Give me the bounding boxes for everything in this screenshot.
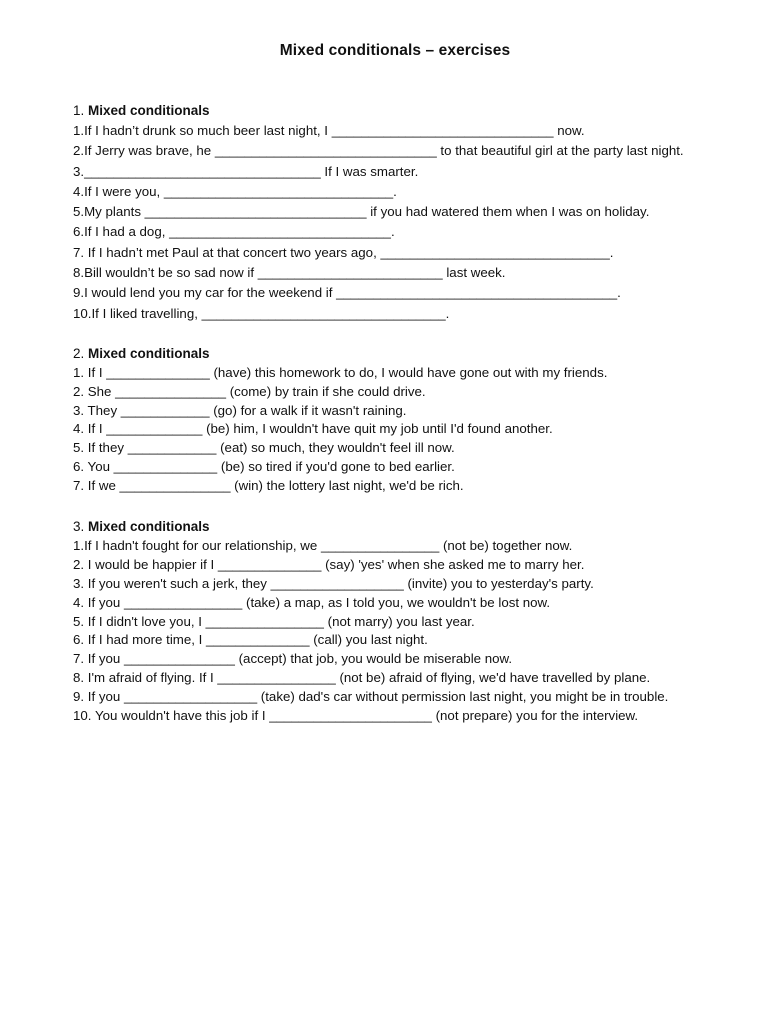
section-number: 3. xyxy=(73,519,85,534)
exercise-line: 9.I would lend you my car for the weekend if ______________________________________. xyxy=(73,285,621,301)
section-number: 1. xyxy=(73,103,85,118)
exercise-line: 6.If I had a dog, ______________________________. xyxy=(73,224,395,240)
exercise-line: 8. I'm afraid of flying. If I ________________ (not be) afraid of flying, we'd have travelled by plane. xyxy=(73,670,651,686)
section-heading xyxy=(73,517,753,537)
exercise-section-2 xyxy=(73,344,753,496)
exercise-line: 10.If I liked travelling, _________________________________. xyxy=(73,305,450,321)
exercise-line: 5.My plants ______________________________ if you had watered them when I was on holiday. xyxy=(73,204,650,220)
exercise-line: 1. If I ______________ (have) this homework to do, I would have gone out with my friends. xyxy=(73,365,608,380)
exercise-line: 7. If we _______________ (win) the lottery last night, we'd be rich. xyxy=(73,477,464,493)
exercise-line: 4.If I were you, _______________________________. xyxy=(73,183,397,199)
exercise-line: 2. I would be happier if I ______________ (say) 'yes' when she asked me to marry her. xyxy=(73,556,585,572)
section-title: Mixed conditionals xyxy=(88,103,210,118)
exercise-line: 10. You wouldn't have this job if I ______________________ (not prepare) you for the interview. xyxy=(73,708,639,724)
exercise-line: 9. If you __________________ (take) dad's car without permission last night, you might be in trouble. xyxy=(73,689,669,705)
page-title: Mixed conditionals – exercises xyxy=(279,42,511,59)
exercise-section-3 xyxy=(73,517,753,726)
section-heading xyxy=(73,344,753,364)
exercise-line: 3. If you weren't such a jerk, they __________________ (invite) you to yesterday's party. xyxy=(73,575,594,591)
exercise-line: 1.If I hadn't fought for our relationship, we ________________ (not be) together now. xyxy=(73,538,573,553)
exercise-line: 8.Bill wouldn’t be so sad now if _________________________ last week. xyxy=(73,265,506,281)
exercise-line: 6. You ______________ (be) so tired if you'd gone to bed earlier. xyxy=(73,458,455,474)
exercise-line: 2. She _______________ (come) by train if she could drive. xyxy=(73,383,426,399)
exercise-line: 5. If I didn't love you, I ________________ (not marry) you last year. xyxy=(73,613,475,629)
exercise-line: 7. If you _______________ (accept) that job, you would be miserable now. xyxy=(73,651,513,667)
exercise-line: 6. If I had more time, I ______________ (call) you last night. xyxy=(73,632,428,648)
exercise-line: 5. If they ____________ (eat) so much, they wouldn't feel ill now. xyxy=(73,440,455,456)
exercise-line: 2.If Jerry was brave, he ______________________________ to that beautiful girl at the party last night. xyxy=(73,143,684,159)
section-heading xyxy=(73,101,753,121)
exercise-line: 3.________________________________ If I was smarter. xyxy=(73,163,419,179)
exercise-section-1 xyxy=(73,101,753,324)
section-number: 2. xyxy=(73,346,85,361)
exercise-line: 4. If I _____________ (be) him, I wouldn't have quit my job until I'd found another. xyxy=(73,421,553,437)
section-title: Mixed conditionals xyxy=(88,346,210,361)
exercise-line: 4. If you ________________ (take) a map, as I told you, we wouldn't be lost now. xyxy=(73,594,551,610)
exercise-line: 7. If I hadn’t met Paul at that concert two years ago, _______________________________. xyxy=(73,244,614,260)
section-title: Mixed conditionals xyxy=(88,519,210,534)
exercise-line: 3. They ____________ (go) for a walk if it wasn't raining. xyxy=(73,402,407,418)
exercise-line: 1.If I hadn’t drunk so much beer last night, I ______________________________ now. xyxy=(73,123,585,138)
